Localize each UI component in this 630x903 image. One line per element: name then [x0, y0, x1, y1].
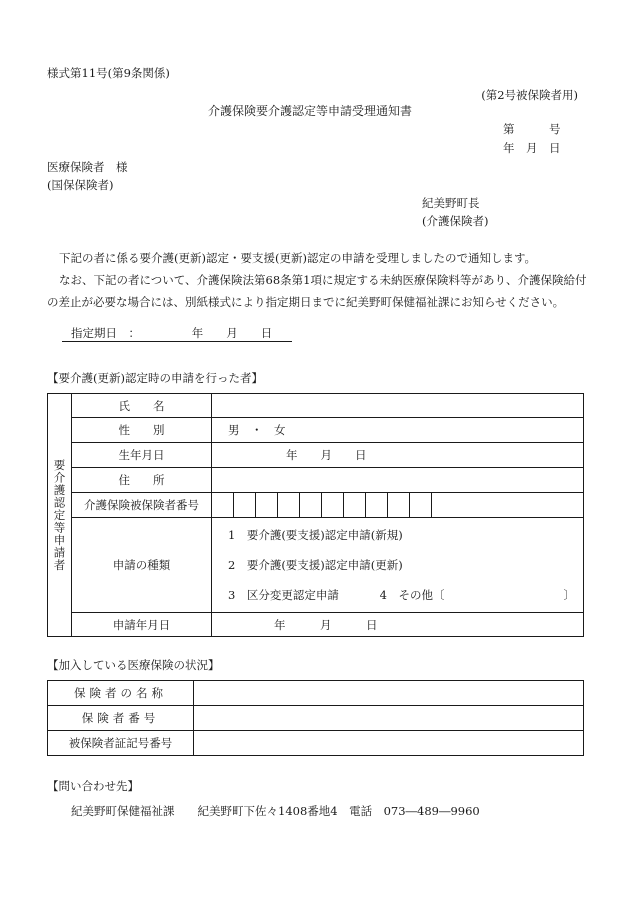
applicant-vertical-cell — [48, 394, 72, 637]
applicant-table — [47, 393, 584, 637]
section-applicant-heading: 【要介護(更新)認定時の申請を行った者】 — [47, 371, 263, 385]
address-field[interactable] — [212, 468, 584, 493]
option-row-3 — [212, 580, 583, 610]
sender-name: 紀美野町長 — [422, 196, 480, 210]
digit-box[interactable] — [322, 493, 344, 517]
option-other-close: 〕 — [563, 588, 575, 602]
insured-number-field[interactable] — [212, 493, 584, 518]
card-number-label: 被保険者証記号番号 — [48, 731, 194, 756]
apply-date-field[interactable]: 年 月 日 — [212, 613, 584, 637]
option-other[interactable]: 4 その他〔 — [379, 588, 445, 602]
digit-box[interactable] — [256, 493, 278, 517]
document-number: 第 号 — [503, 122, 561, 136]
application-type-label: 申請の種類 — [72, 518, 212, 613]
deadline-underline — [62, 341, 292, 342]
contact-info: 紀美野町保健福祉課 紀美野町下佐々1408番地4 電話 073―489―9960 — [71, 804, 480, 818]
sex-field[interactable]: 男 ・ 女 — [212, 418, 584, 443]
insured-number-label: 介護保険被保険者番号 — [72, 493, 212, 518]
name-field[interactable] — [212, 394, 584, 418]
digit-box[interactable] — [234, 493, 256, 517]
option-new[interactable]: 1 要介護(要支援)認定申請(新規) — [228, 528, 403, 542]
sex-label: 性 別 — [72, 418, 212, 443]
deadline-field[interactable]: 指定期日 ： 年 月 日 — [71, 326, 273, 340]
card-number-field[interactable] — [194, 731, 584, 756]
addressee-type: (国保保険者) — [47, 178, 114, 192]
birth-field[interactable]: 年 月 日 — [212, 443, 584, 468]
digit-box[interactable] — [388, 493, 410, 517]
section-insurance-heading: 【加入している医療保険の状況】 — [47, 658, 220, 672]
application-type-options — [212, 518, 584, 613]
notice-body — [47, 247, 587, 313]
address-label: 住 所 — [72, 468, 212, 493]
insurer-number-label: 保険者番号 — [48, 706, 194, 731]
addressee-name: 医療保険者 様 — [47, 160, 128, 174]
document-title: 介護保険要介護認定等申請受理通知書 — [208, 104, 413, 118]
section-contact-heading: 【問い合わせ先】 — [47, 779, 139, 793]
insurer-number-field[interactable] — [194, 706, 584, 731]
insurer-name-field[interactable] — [194, 681, 584, 706]
option-change[interactable]: 3 区分変更認定申請 — [228, 588, 339, 602]
birth-label: 生年月日 — [72, 443, 212, 468]
form-number: 様式第11号(第9条関係) — [47, 66, 170, 80]
apply-date-label: 申請年月日 — [72, 613, 212, 637]
document-date: 年 月 日 — [503, 141, 561, 155]
digit-box[interactable] — [410, 493, 432, 517]
digit-box[interactable] — [300, 493, 322, 517]
option-renewal[interactable]: 2 要介護(要支援)認定申請(更新) — [228, 558, 403, 572]
digit-box[interactable] — [366, 493, 388, 517]
digit-box[interactable] — [278, 493, 300, 517]
insurer-name-label: 保険者の名称 — [48, 681, 194, 706]
name-label: 氏 名 — [72, 394, 212, 418]
notice-paragraph-1: 下記の者に係る要介護(更新)認定・要支援(更新)認定の申請を受理しましたので通知します。 — [59, 251, 537, 265]
digit-box[interactable] — [212, 493, 234, 517]
digit-box[interactable] — [344, 493, 366, 517]
insurance-table — [47, 680, 584, 756]
insured-type: (第2号被保険者用) — [481, 88, 578, 102]
notice-paragraph-2: なお、下記の者について、介護保険法第68条第1項に規定する未納医療保険料等があり、介護保険給付の差止が必要な場合には、別紙様式により指定期日までに紀美野町保健福祉課にお知らせください。 — [47, 273, 587, 309]
applicant-vertical-label: 要介護認定等申請者 — [52, 458, 67, 572]
sender-type: (介護保険者) — [422, 214, 489, 228]
